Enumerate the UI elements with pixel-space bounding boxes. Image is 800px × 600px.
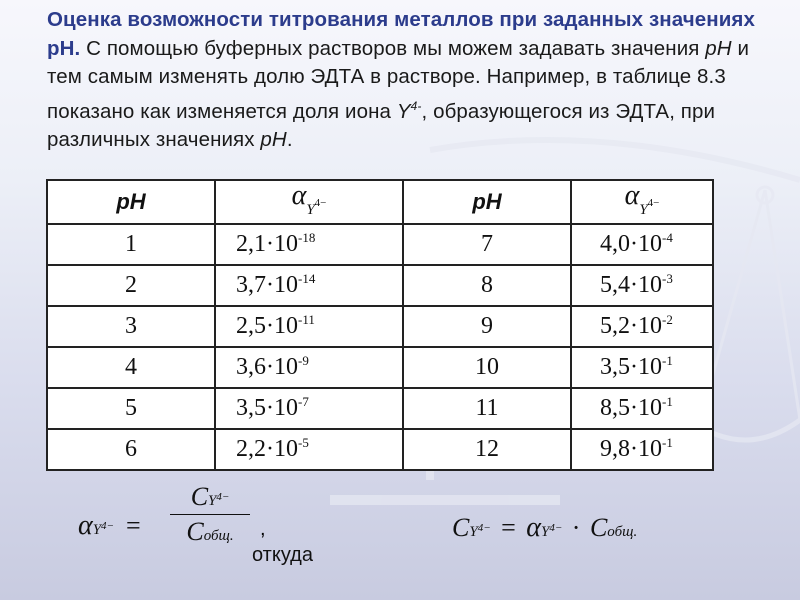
formula1-otkuda: откуда xyxy=(252,544,313,566)
formula1-numerator: CY4− xyxy=(190,482,230,511)
header-ph-2: рН xyxy=(403,180,571,224)
intro-ph-2: рН xyxy=(260,127,287,151)
cell-alpha: $3,5\cdot 10^{-7}$ xyxy=(215,388,403,429)
alpha-table xyxy=(46,179,714,471)
cell-ph: 11 xyxy=(403,388,571,429)
intro-ph: рН xyxy=(705,36,732,60)
cell-alpha: $3,5\cdot 10^{-1}$ xyxy=(571,347,713,388)
cell-ph: 6 xyxy=(47,429,215,470)
cell-alpha: $3,7\cdot 10^{-14}$ xyxy=(215,265,403,306)
cell-alpha: $4,0\cdot 10^{-4}$ xyxy=(571,224,713,265)
cell-ph: 9 xyxy=(403,306,571,347)
intro-lead: Оценка возможности титрования металлов при заданных значениях рН. xyxy=(47,8,755,60)
intro-text-3: , образующегося из ЭДТА, при различных значениях xyxy=(47,99,716,151)
header-alpha-1: αY4− xyxy=(215,180,403,224)
cell-ph: 12 xyxy=(403,429,571,470)
formula1-fraction xyxy=(170,482,250,547)
intro-ion: Y xyxy=(396,99,411,123)
cell-ph: 10 xyxy=(403,347,571,388)
cell-alpha: $3,6\cdot 10^{-9}$ xyxy=(215,347,403,388)
formula1-lhs: $\alpha Y^{4-}$ = xyxy=(78,510,141,541)
intro-text-2: и тем самым изменять долю ЭДТА в растворе. Например, в таблице 8.3 показано как изменяется доля иона xyxy=(47,36,750,123)
table-row xyxy=(47,224,713,265)
cell-alpha: $5,2\cdot 10^{-2}$ xyxy=(571,306,713,347)
header-ph-1: рН xyxy=(47,180,215,224)
cell-ph: 4 xyxy=(47,347,215,388)
cell-alpha: $2,2\cdot 10^{-5}$ xyxy=(215,429,403,470)
fraction-bar xyxy=(170,514,250,515)
cell-alpha: $5,4\cdot 10^{-3}$ xyxy=(571,265,713,306)
table-row xyxy=(47,388,713,429)
table-row xyxy=(47,429,713,470)
cell-alpha: $2,5\cdot 10^{-11}$ xyxy=(215,306,403,347)
table-header-row xyxy=(47,180,713,224)
intro-ion-charge: 4- xyxy=(410,98,422,113)
intro-text-1: С помощью буферных растворов мы можем задавать значения xyxy=(80,36,706,60)
table-row xyxy=(47,265,713,306)
cell-ph: 8 xyxy=(403,265,571,306)
cell-ph: 1 xyxy=(47,224,215,265)
intro-paragraph xyxy=(47,6,767,154)
formula1-denominator: Cобщ. xyxy=(186,517,234,546)
cell-alpha: $2,1\cdot 10^{-18}$ xyxy=(215,224,403,265)
intro-text-4: . xyxy=(286,127,293,151)
formula1-comma: , xyxy=(260,518,266,540)
cell-ph: 5 xyxy=(47,388,215,429)
cell-ph: 2 xyxy=(47,265,215,306)
formula-concentration: CY4− = αY4− · Cобщ. xyxy=(452,512,638,543)
cell-ph: 3 xyxy=(47,306,215,347)
table-row xyxy=(47,347,713,388)
cell-alpha: $8,5\cdot 10^{-1}$ xyxy=(571,388,713,429)
cell-alpha: $9,8\cdot 10^{-1}$ xyxy=(571,429,713,470)
header-alpha-2: αY4− xyxy=(571,180,713,224)
cell-ph: 7 xyxy=(403,224,571,265)
table-row xyxy=(47,306,713,347)
